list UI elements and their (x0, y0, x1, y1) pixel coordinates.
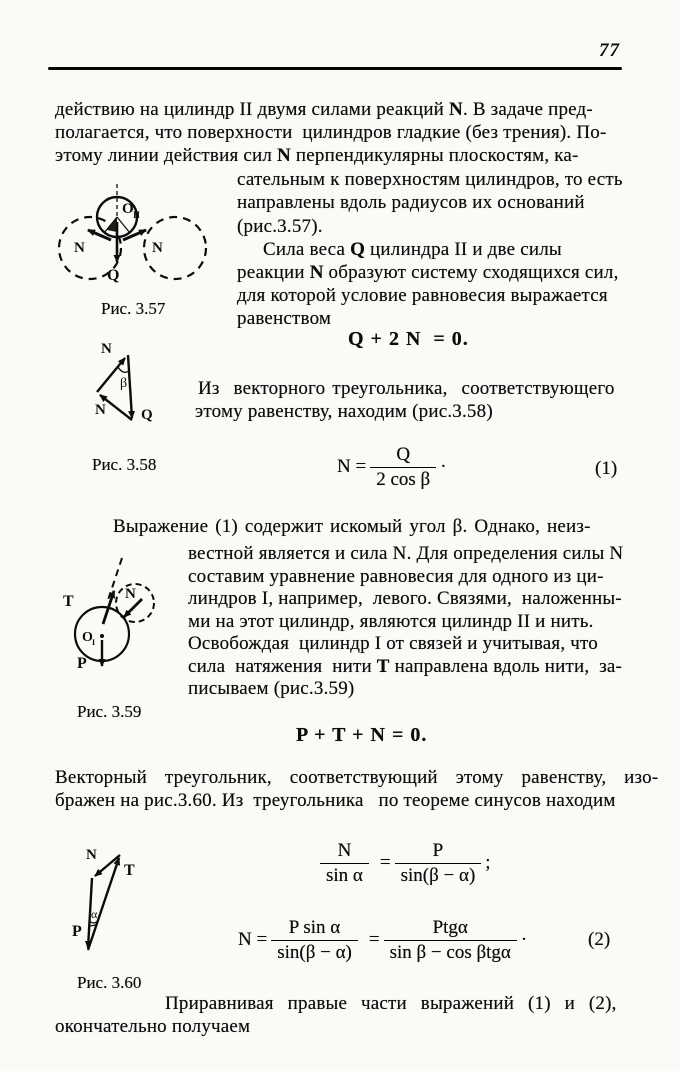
equation-1-number: (1) (595, 458, 618, 479)
tension-t-label: T (63, 593, 74, 610)
vector-q-label: Q (141, 407, 153, 423)
fraction-psina (271, 917, 358, 964)
body-text-line: линдров I, например, левого. Связями, наложенны- (188, 588, 622, 609)
equation-1-lhs: N = (337, 456, 367, 478)
vector-p-label: P (72, 923, 82, 940)
beta-label: β (120, 376, 128, 391)
alpha-label: α (91, 907, 98, 921)
fraction-p-sinba (395, 840, 482, 887)
beta-angle-wedge (107, 217, 117, 232)
center-o1-label: O (82, 630, 93, 645)
body-text-line: сательным к поверхностям цилиндров, то есть (237, 169, 623, 190)
force-n-left-label: N (74, 240, 85, 256)
figure-3-59-caption: Рис. 3.59 (77, 702, 142, 721)
body-text-line: Векторный треугольник, соответствующий этому равенству, изо- (55, 767, 659, 788)
equation-sine-theorem (316, 840, 491, 887)
thread-dashed-line (107, 558, 122, 603)
page-number: 77 (599, 40, 620, 61)
equals-sign: = (368, 929, 380, 951)
body-text-line: направлены вдоль радиусов их оснований (237, 192, 585, 213)
equation-2-lhs: N = (238, 929, 268, 951)
body-text-line: сила натяжения нити T направлена вдоль нити, за- (188, 656, 623, 677)
vector-t-label: T (124, 862, 135, 879)
fraction-ptga (384, 917, 517, 964)
vector-q-down-arrow (128, 355, 132, 418)
figure-3-58-vector-triangle (85, 340, 180, 445)
fraction-numerator: Q (396, 444, 411, 465)
weight-p-label: P (77, 655, 87, 672)
equation-p-t-n: P + T + N = 0. (296, 724, 428, 746)
body-text-line: Сила веса Q цилиндра II и две силы (263, 239, 562, 260)
fraction-n-sina (320, 840, 369, 887)
body-text-line: (рис.3.57). (237, 216, 323, 237)
center-o2-label: O (122, 201, 134, 217)
vector-t-arrow (88, 858, 119, 950)
center-o1-subscript: I (92, 638, 96, 647)
body-text-line: составим уравнение равновесия для одного из ци- (188, 566, 604, 587)
body-text-line: окончательно получаем (55, 1016, 251, 1037)
force-n-right-label: N (152, 240, 163, 256)
figure-3-60-vector-triangle (60, 846, 175, 968)
equation-2-dot: · (520, 929, 528, 951)
radius-line-right (117, 217, 130, 233)
vector-n-top-label: N (101, 341, 112, 357)
body-text-line: бражен на рис.3.60. Из треугольника по теореме синусов находим (55, 790, 616, 811)
equation-1-fraction (370, 444, 436, 491)
center-point (100, 634, 104, 638)
body-text-line: равенством (237, 308, 332, 329)
header-rule (48, 67, 622, 70)
figure-3-60-caption: Рис. 3.60 (77, 973, 142, 992)
fraction-denominator: sin(β − α) (395, 863, 482, 887)
body-text-line: этому равенству, находим (рис.3.58) (195, 401, 493, 422)
vector-n-left-label: N (95, 402, 106, 418)
body-text-line: действию на цилиндр II двумя силами реакций N. В задаче пред- (55, 99, 593, 120)
force-q-label: Q (107, 267, 120, 284)
equation-1-dot: · (440, 456, 447, 478)
equation-1 (337, 444, 447, 491)
equation-2 (238, 917, 527, 964)
beta-angle-arc (118, 367, 129, 372)
semicolon: ; (485, 852, 491, 874)
body-text-line: Освобождая цилиндр I от связей и учитывая, что (188, 633, 598, 654)
body-text-line: ми на этот цилиндр, являются цилиндр II и нить. (188, 611, 594, 632)
body-text-line: Из векторного треугольника, соответствующего (198, 378, 615, 399)
figure-3-59-freed-cylinder-diagram (55, 556, 205, 696)
fraction-denominator: 2 cos β (370, 467, 436, 491)
body-text-line: реакции N образуют систему сходящихся сил, (237, 262, 619, 283)
body-text-line: этому линии действия сил N перпендикулярны плоскостям, ка- (55, 145, 579, 166)
alpha-angle-arc (90, 921, 98, 923)
fraction-numerator: Ptgα (432, 917, 468, 938)
fraction-denominator: sin α (320, 863, 369, 887)
body-text-line: вестной является и сила N. Для определения силы N (188, 543, 624, 564)
figure-3-57-two-cylinders-diagram (48, 176, 218, 294)
figure-3-58-caption: Рис. 3.58 (92, 455, 157, 474)
vector-n-label: N (86, 847, 97, 863)
body-text-line: Приравнивая правые части выражений (1) и (2), (165, 993, 617, 1014)
fraction-denominator: sin(β − α) (271, 940, 358, 964)
body-text-line: писываем (рис.3.59) (188, 678, 355, 699)
fraction-denominator: sin β − cos βtgα (384, 940, 517, 964)
fraction-numerator: N (337, 840, 352, 861)
fraction-numerator: P sin α (288, 917, 341, 938)
body-text-line: полагается, что поверхности цилиндров гладкие (без трения). По- (55, 122, 607, 143)
equation-q-2n: Q + 2 N = 0. (348, 328, 469, 350)
equation-2-number: (2) (588, 929, 611, 950)
equals-sign: = (379, 852, 391, 874)
figure-3-57-caption: Рис. 3.57 (101, 299, 166, 318)
fraction-numerator: P (432, 840, 444, 861)
body-text-line: Выражение (1) содержит искомый угол β. Однако, неиз- (113, 516, 591, 537)
body-text-line: для которой условие равновесия выражается (237, 285, 608, 306)
center-o2-subscript: II (133, 210, 141, 220)
reaction-n-label: N (125, 586, 136, 602)
